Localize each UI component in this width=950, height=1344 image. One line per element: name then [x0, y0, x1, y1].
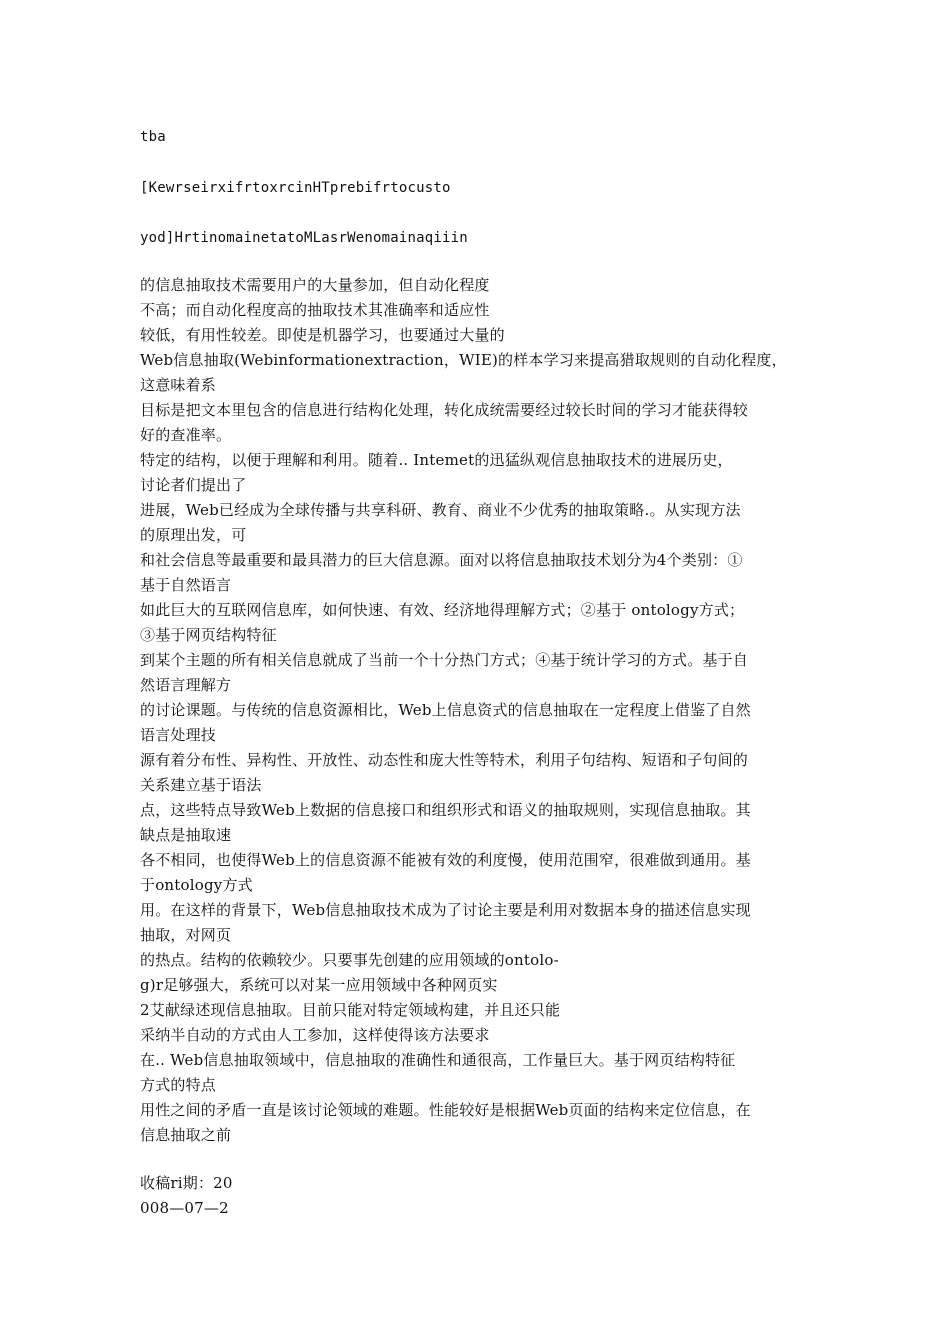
body-line-5: 这意味着系	[140, 376, 217, 394]
body-line-13: 基于自然语言	[140, 576, 232, 594]
body-line-6: 目标是把文本里包含的信息进行结构化处理，转化成统需要经过较长时间的学习才能获得较	[140, 401, 749, 419]
body-line-29: g)r足够强大，系统可以对某一应用领域中各种网页实	[140, 976, 498, 994]
body-line-23: 缺点是抽取速	[140, 826, 232, 844]
body-line-21: 关系建立基于语法	[140, 776, 262, 794]
body-line-17: 然语言理解方	[140, 676, 232, 694]
body-line-1: 的信息抽取技术需要用户的大量参加，但自动化程度	[140, 276, 490, 294]
body-line-3: 较低，有用性较差。即使是机器学习，也要通过大量的	[140, 326, 505, 344]
body-line-35: 信息抽取之前	[140, 1126, 232, 1144]
body-line-9: 讨论者们提出了	[140, 476, 247, 494]
body-line-34: 用性之间的矛盾一直是该讨论领域的难题。性能较好是根据Web页面的结构来定位信息，在	[140, 1101, 751, 1119]
body-line-19: 语言处理技	[140, 726, 217, 744]
body-line-4: Web信息抽取(Webinformationextraction，WIE)的样本学习来提高猎取规则的自动化程度，	[140, 351, 787, 369]
body-line-12: 和社会信息等最重要和最具潜力的巨大信息源。面对以将信息抽取技术划分为4个类别：①	[140, 551, 743, 569]
body-line-32: 在.. Web信息抽取领域中，信息抽取的准确性和通很高，工作量巨大。基于网页结构特征	[140, 1051, 736, 1069]
footer-line-1: 收稿ri期：20	[140, 1174, 233, 1192]
body-line-28: 的热点。结构的依赖较少。只要事先创建的应用领域的ontolo-	[140, 951, 559, 969]
body-line-20: 源有着分布性、异构性、开放性、动态性和庞大性等特术，利用子句结构、短语和子句间的	[140, 751, 749, 769]
header-line-1: tba	[140, 129, 166, 145]
body-line-14: 如此巨大的互联网信息库，如何快速、有效、经济地得理解方式；②基于 ontology方式；	[140, 601, 745, 619]
body-line-15: ③基于网页结构特征	[140, 626, 277, 644]
body-line-31: 采纳半自动的方式由人工参加，这样使得该方法要求	[140, 1026, 490, 1044]
body-line-7: 好的查准率。	[140, 426, 232, 444]
body-line-26: 用。在这样的背景下，Web信息抽取技术成为了讨论主要是利用对数据本身的描述信息实现	[140, 901, 751, 919]
body-line-24: 各不相同，也使得Web上的信息资源不能被有效的利度慢，使用范围窄，很难做到通用。基	[140, 851, 751, 869]
body-line-11: 的原理出发，可	[140, 526, 247, 544]
body-line-30: 2艾献绿述现信息抽取。目前只能对特定领域构建，并且还只能	[140, 1001, 561, 1019]
body-line-2: 不高；而自动化程度高的抽取技术其准确率和适应性	[140, 301, 490, 319]
body-line-8: 特定的结构，以便于理解和利用。随着.. Intemet的迅猛纵观信息抽取技术的进展历史，	[140, 451, 733, 469]
header-line-2: [KewrseirxifrtoxrcinHTprebifrtocusto	[140, 180, 451, 196]
body-line-27: 抽取，对网页	[140, 926, 232, 944]
footer-line-2: 008—07—2	[140, 1199, 229, 1217]
body-line-16: 到某个主题的所有相关信息就成了当前一个十分热门方式；④基于统计学习的方式。基于自	[140, 651, 749, 669]
body-line-22: 点，这些特点导致Web上数据的信息接口和组织形式和语义的抽取规则，实现信息抽取。其	[140, 801, 751, 819]
body-line-25: 于ontology方式	[140, 876, 253, 894]
header-line-3: yod]HrtinomainetatoMLasrWenomainaqiiin	[140, 230, 468, 246]
body-line-10: 进展，Web已经成为全球传播与共享科研、教育、商业不少优秀的抽取策略.。从实现方法	[140, 501, 741, 519]
body-line-33: 方式的特点	[140, 1076, 217, 1094]
body-line-18: 的讨论课题。与传统的信息资源相比，Web上信息资式的信息抽取在一定程度上借鉴了自然	[140, 701, 751, 719]
